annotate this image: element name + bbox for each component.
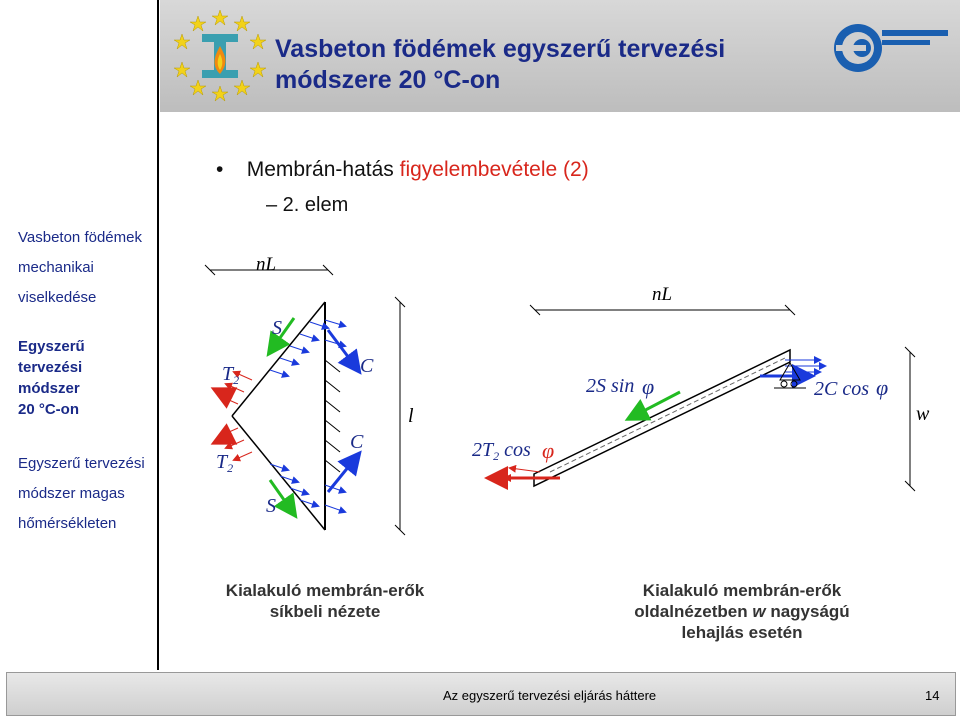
hatch-marks xyxy=(325,360,340,472)
bullet-heading: • Membrán-hatás figyelembevétele (2) xyxy=(216,158,589,181)
arrow-T2-top xyxy=(216,390,232,398)
label-T2-top: $T_2$ xyxy=(222,363,240,387)
vertical-divider xyxy=(157,0,159,670)
label-2C-cos: 2C cos xyxy=(814,378,869,400)
yield-line-bottom xyxy=(232,416,325,530)
label-nl-left: nL xyxy=(256,254,277,275)
arrow-C-bottom xyxy=(328,455,358,492)
footer-text: Az egyszerű tervezési eljárás háttere xyxy=(443,688,657,703)
page-number: 14 xyxy=(925,688,940,703)
label-C-bottom: C xyxy=(350,431,364,453)
label-T2-bottom: $T_2$ xyxy=(216,451,234,475)
strip-arrows xyxy=(785,360,825,372)
bullet-dot: • xyxy=(216,158,224,181)
svg-text:φ: φ xyxy=(542,438,555,463)
arrow-T2-bottom xyxy=(216,434,232,442)
svg-text:φ: φ xyxy=(876,375,889,400)
caption-right: Kialakuló membrán-erők oldalnézetben w nagyságú lehajlás esetén xyxy=(634,581,850,642)
sub-bullet: – 2. elem xyxy=(266,194,349,216)
label-S-top: S xyxy=(272,317,282,339)
svg-text:φ: φ xyxy=(642,374,655,399)
plan-view xyxy=(205,254,414,535)
arrow-C-top xyxy=(328,330,358,370)
eu-stars-logo xyxy=(172,8,268,104)
sidebar-section-high-temp[interactable]: Egyszerű tervezési módszer magas hőmérsékleten xyxy=(18,455,145,532)
label-2T2-cos: $2T_2$ cos xyxy=(472,439,531,463)
sidebar-section-mechanics[interactable]: Vasbeton födémek mechanikai viselkedése xyxy=(18,229,142,306)
sidebar-section-simple-method[interactable]: Egyszerű tervezési módszer 20 °C-on xyxy=(18,338,85,418)
page-title: Vasbeton födémek egyszerű tervezési módszere 20 °C-on xyxy=(275,35,726,94)
caption-left: Kialakuló membrán-erők síkbeli nézete xyxy=(225,581,425,621)
label-l: l xyxy=(408,405,414,427)
label-2S-sin: 2S sin xyxy=(586,375,635,397)
label-C-top: C xyxy=(360,355,374,377)
label-S-bottom: S xyxy=(266,495,276,517)
label-nl-right: nL xyxy=(652,284,673,305)
label-w: w xyxy=(916,403,930,425)
side-view xyxy=(472,284,930,491)
membrane-forces-diagram xyxy=(160,230,960,570)
research-fund-logo xyxy=(832,18,952,88)
